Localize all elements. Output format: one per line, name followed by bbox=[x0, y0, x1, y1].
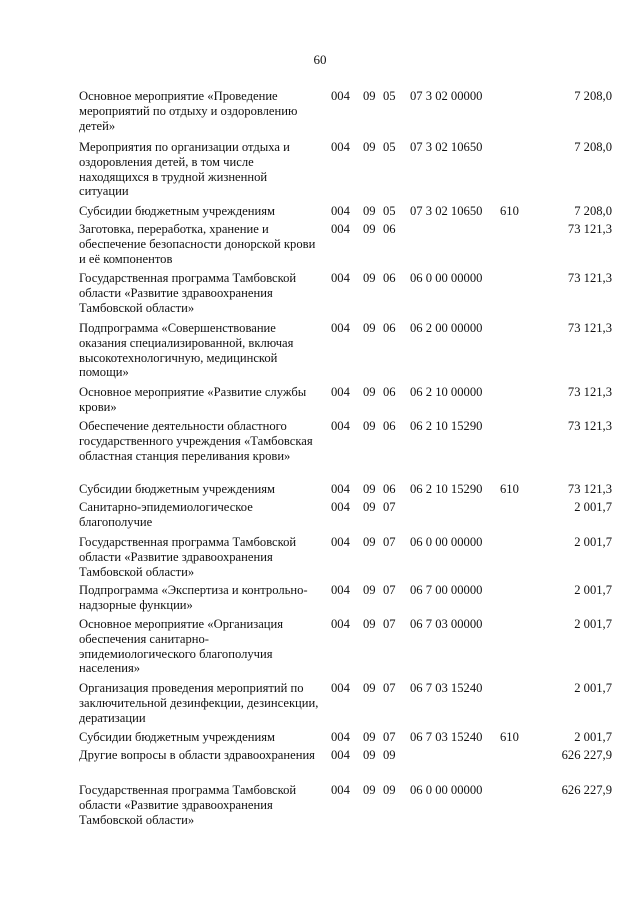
row-rz: 09 bbox=[363, 385, 376, 399]
row-amount: 7 208,0 bbox=[574, 140, 612, 154]
row-ved: 004 bbox=[331, 500, 350, 514]
row-rz: 09 bbox=[363, 681, 376, 695]
row-amount: 626 227,9 bbox=[561, 783, 612, 797]
row-rz: 09 bbox=[363, 535, 376, 549]
row-pr: 07 bbox=[383, 681, 396, 695]
row-pr: 07 bbox=[383, 730, 396, 744]
row-ved: 004 bbox=[331, 204, 350, 218]
row-amount: 7 208,0 bbox=[574, 89, 612, 103]
row-amount: 2 001,7 bbox=[574, 617, 612, 631]
row-ved: 004 bbox=[331, 583, 350, 597]
row-ved: 004 bbox=[331, 783, 350, 797]
row-pr: 09 bbox=[383, 748, 396, 762]
row-name: Государственная программа Тамбовской области «Развитие здравоохранения Тамбовской области» bbox=[79, 783, 297, 827]
row-amount: 2 001,7 bbox=[574, 535, 612, 549]
row-name: Мероприятия по организации отдыха и оздоровления детей, в том числе находящихся в трудной жизненной ситуации bbox=[79, 140, 290, 199]
row-rz: 09 bbox=[363, 140, 376, 154]
row-pr: 06 bbox=[383, 419, 396, 433]
row-ved: 004 bbox=[331, 321, 350, 335]
row-rz: 09 bbox=[363, 730, 376, 744]
row-amount: 626 227,9 bbox=[561, 748, 612, 762]
row-pr: 06 bbox=[383, 482, 396, 496]
row-pr: 05 bbox=[383, 140, 396, 154]
row-pr: 07 bbox=[383, 617, 396, 631]
row-ved: 004 bbox=[331, 730, 350, 744]
row-amount: 73 121,3 bbox=[567, 482, 612, 496]
row-amount: 73 121,3 bbox=[567, 321, 612, 335]
row-amount: 73 121,3 bbox=[567, 222, 612, 236]
row-name: Другие вопросы в области здравоохранения bbox=[79, 748, 315, 762]
row-cs: 06 0 00 00000 bbox=[410, 271, 483, 285]
row-amount: 2 001,7 bbox=[574, 500, 612, 514]
row-pr: 06 bbox=[383, 271, 396, 285]
row-name: Субсидии бюджетным учреждениям bbox=[79, 204, 275, 218]
row-rz: 09 bbox=[363, 321, 376, 335]
row-pr: 07 bbox=[383, 500, 396, 514]
row-name: Основное мероприятие «Развитие службы крови» bbox=[79, 385, 307, 414]
row-vr: 610 bbox=[500, 482, 519, 496]
row-ved: 004 bbox=[331, 222, 350, 236]
row-ved: 004 bbox=[331, 482, 350, 496]
row-amount: 2 001,7 bbox=[574, 681, 612, 695]
page-number: 60 bbox=[313, 52, 327, 67]
row-pr: 09 bbox=[383, 783, 396, 797]
row-rz: 09 bbox=[363, 748, 376, 762]
row-pr: 05 bbox=[383, 89, 396, 103]
row-pr: 05 bbox=[383, 204, 396, 218]
row-ved: 004 bbox=[331, 271, 350, 285]
row-amount: 2 001,7 bbox=[574, 730, 612, 744]
row-name: Подпрограмма «Экспертиза и контрольно-надзорные функции» bbox=[79, 583, 308, 612]
row-name: Обеспечение деятельности областного государственного учреждения «Тамбовская областная станция переливания крови» bbox=[79, 419, 313, 463]
row-pr: 06 bbox=[383, 222, 396, 236]
row-cs: 06 2 10 00000 bbox=[410, 385, 483, 399]
row-rz: 09 bbox=[363, 89, 376, 103]
row-name: Подпрограмма «Совершенствование оказания специализированной, включая высокотехнологичную, медицинской помощи» bbox=[79, 321, 294, 380]
row-amount: 73 121,3 bbox=[567, 271, 612, 285]
row-cs: 06 7 00 00000 bbox=[410, 583, 483, 597]
row-name: Государственная программа Тамбовской области «Развитие здравоохранения Тамбовской области» bbox=[79, 535, 297, 579]
row-name: Основное мероприятие «Проведение мероприятий по отдыху и оздоровлению детей» bbox=[79, 89, 298, 133]
row-cs: 06 0 00 00000 bbox=[410, 783, 483, 797]
row-amount: 2 001,7 bbox=[574, 583, 612, 597]
row-cs: 06 2 00 00000 bbox=[410, 321, 483, 335]
row-name: Заготовка, переработка, хранение и обеспечение безопасности донорской крови и её компонентов bbox=[79, 222, 316, 266]
row-cs: 06 2 10 15290 bbox=[410, 482, 483, 496]
row-vr: 610 bbox=[500, 730, 519, 744]
row-ved: 004 bbox=[331, 140, 350, 154]
row-amount: 73 121,3 bbox=[567, 419, 612, 433]
row-pr: 06 bbox=[383, 321, 396, 335]
row-ved: 004 bbox=[331, 535, 350, 549]
row-rz: 09 bbox=[363, 500, 376, 514]
row-cs: 06 2 10 15290 bbox=[410, 419, 483, 433]
row-rz: 09 bbox=[363, 222, 376, 236]
row-ved: 004 bbox=[331, 385, 350, 399]
row-ved: 004 bbox=[331, 748, 350, 762]
row-name: Субсидии бюджетным учреждениям bbox=[79, 730, 275, 744]
row-name: Государственная программа Тамбовской области «Развитие здравоохранения Тамбовской области» bbox=[79, 271, 297, 315]
row-rz: 09 bbox=[363, 583, 376, 597]
row-amount: 73 121,3 bbox=[567, 385, 612, 399]
row-amount: 7 208,0 bbox=[574, 204, 612, 218]
row-rz: 09 bbox=[363, 783, 376, 797]
row-ved: 004 bbox=[331, 617, 350, 631]
row-cs: 07 3 02 00000 bbox=[410, 89, 483, 103]
row-pr: 07 bbox=[383, 535, 396, 549]
row-cs: 07 3 02 10650 bbox=[410, 140, 483, 154]
row-vr: 610 bbox=[500, 204, 519, 218]
row-cs: 06 7 03 15240 bbox=[410, 730, 483, 744]
row-ved: 004 bbox=[331, 681, 350, 695]
row-name: Организация проведения мероприятий по заключительной дезинфекции, дезинсекции, дератизации bbox=[79, 681, 319, 725]
row-cs: 06 0 00 00000 bbox=[410, 535, 483, 549]
row-rz: 09 bbox=[363, 482, 376, 496]
row-ved: 004 bbox=[331, 89, 350, 103]
row-pr: 07 bbox=[383, 583, 396, 597]
row-cs: 06 7 03 00000 bbox=[410, 617, 483, 631]
row-ved: 004 bbox=[331, 419, 350, 433]
row-pr: 06 bbox=[383, 385, 396, 399]
row-cs: 06 7 03 15240 bbox=[410, 681, 483, 695]
row-name: Субсидии бюджетным учреждениям bbox=[79, 482, 275, 496]
row-rz: 09 bbox=[363, 204, 376, 218]
row-rz: 09 bbox=[363, 419, 376, 433]
row-name: Санитарно-эпидемиологическое благополучие bbox=[79, 500, 253, 529]
row-name: Основное мероприятие «Организация обеспечения санитарно-эпидемиологического благополучия населения» bbox=[79, 617, 284, 676]
row-rz: 09 bbox=[363, 617, 376, 631]
row-rz: 09 bbox=[363, 271, 376, 285]
row-cs: 07 3 02 10650 bbox=[410, 204, 483, 218]
